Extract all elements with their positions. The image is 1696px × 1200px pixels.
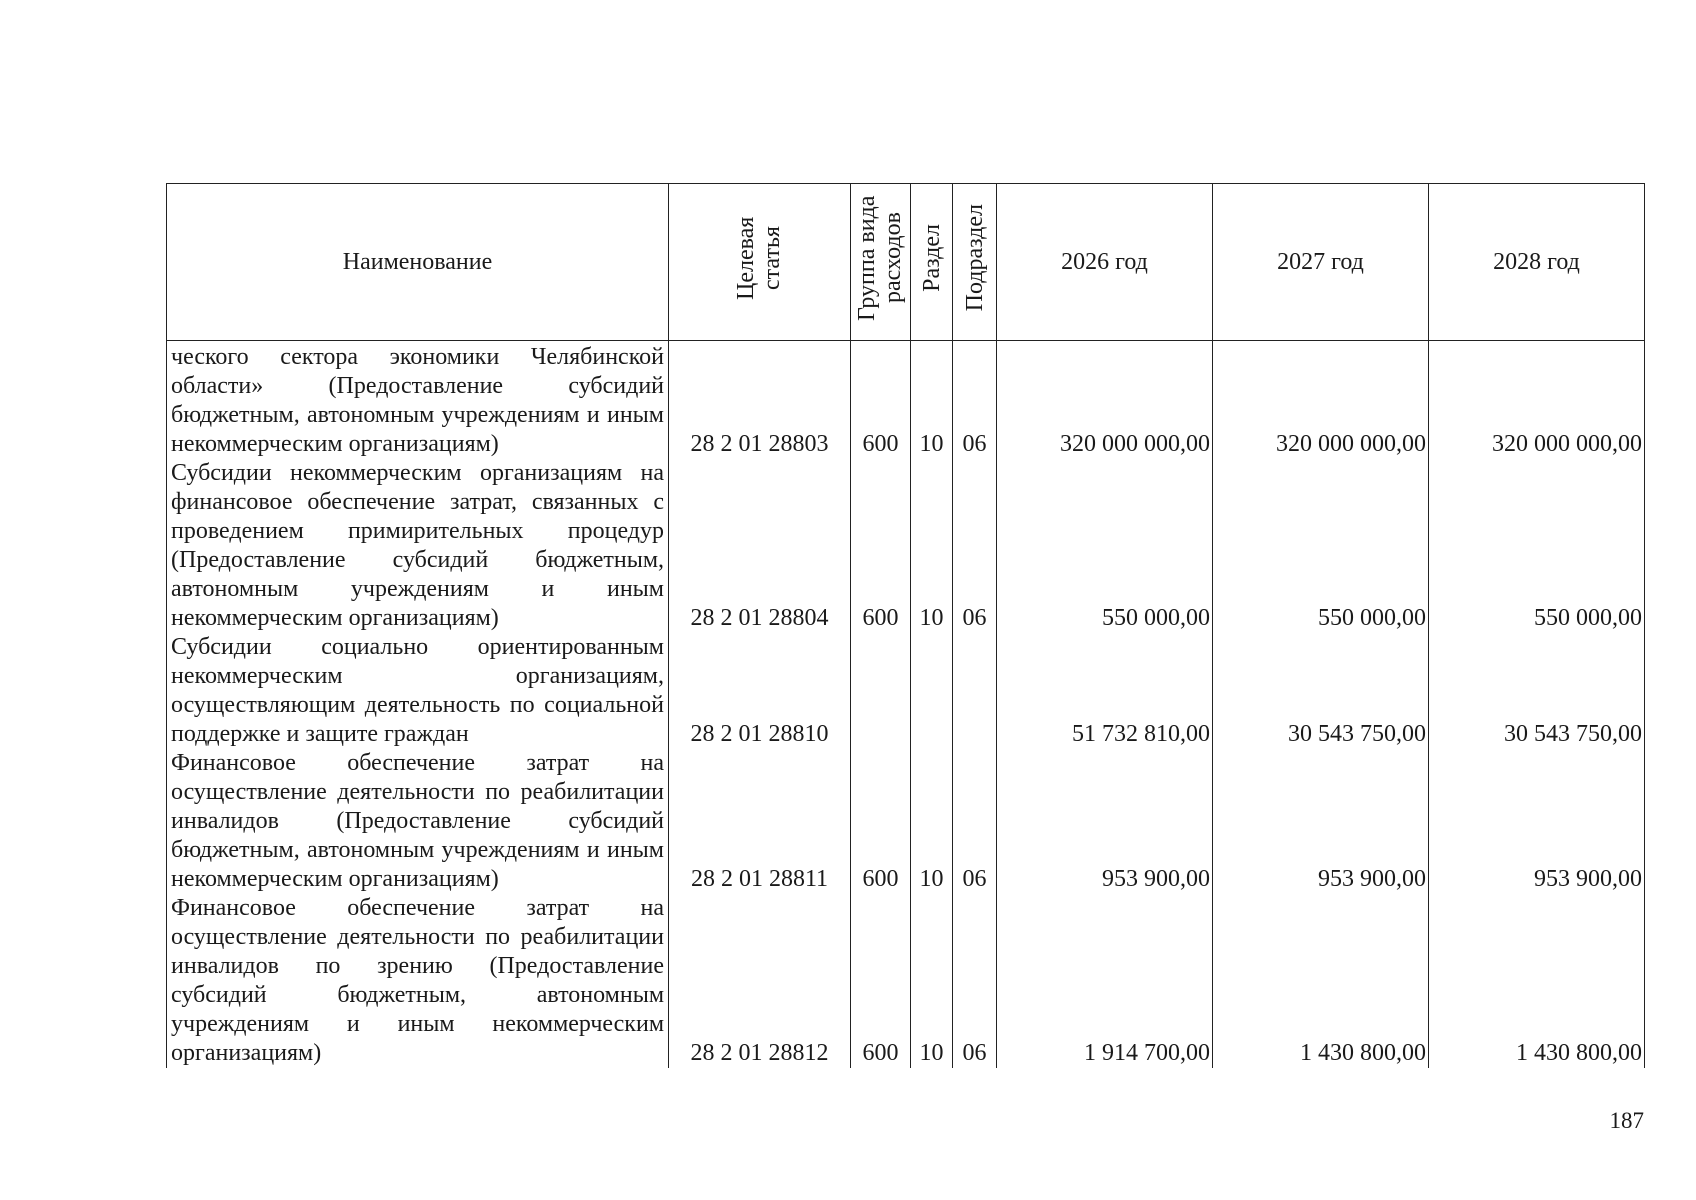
row-expense-group (851, 633, 911, 749)
row-expense-group: 600 (851, 341, 911, 460)
row-name: Финансовое обеспечение затрат на осуществление деятельности по реабилитации инвалидов (Предоставление субсидий бюджетным, автономным учреждениям и иным некоммерческим организациям) (167, 749, 669, 894)
header-expense-group: Группа вида расходов (851, 184, 911, 341)
row-target-article: 28 2 01 28804 (669, 459, 851, 633)
row-amount-2028: 550 000,00 (1429, 459, 1645, 633)
row-expense-group: 600 (851, 894, 911, 1068)
table-row (167, 749, 1645, 894)
row-amount-2027: 550 000,00 (1213, 459, 1429, 633)
row-section: 10 (911, 341, 953, 460)
row-amount-2027: 953 900,00 (1213, 749, 1429, 894)
row-name: Субсидии некоммерческим организациям на финансовое обеспечение затрат, связанных с проведением примирительных процедур (Предоставление субсидий бюджетным, автономным учреждениям и иным некоммерческим организациям) (167, 459, 669, 633)
header-target-article: Целевая статья (669, 184, 851, 341)
budget-table (166, 183, 1645, 1068)
row-amount-2028: 30 543 750,00 (1429, 633, 1645, 749)
row-section: 10 (911, 894, 953, 1068)
row-target-article: 28 2 01 28811 (669, 749, 851, 894)
row-target-article: 28 2 01 28812 (669, 894, 851, 1068)
header-year-2026: 2026 год (997, 184, 1213, 341)
header-section: Раздел (911, 184, 953, 341)
row-amount-2026: 953 900,00 (997, 749, 1213, 894)
row-amount-2026: 1 914 700,00 (997, 894, 1213, 1068)
table-row (167, 341, 1645, 460)
row-name: Финансовое обеспечение затрат на осуществление деятельности по реабилитации инвалидов по зрению (Предоставление субсидий бюджетным, автономным учреждениям и иным некоммерческим организациям) (167, 894, 669, 1068)
table-body (167, 341, 1645, 1069)
row-target-article: 28 2 01 28810 (669, 633, 851, 749)
row-subsection: 06 (953, 341, 997, 460)
header-year-2028: 2028 год (1429, 184, 1645, 341)
row-section (911, 633, 953, 749)
table-row (167, 459, 1645, 633)
row-subsection: 06 (953, 749, 997, 894)
row-amount-2026: 550 000,00 (997, 459, 1213, 633)
row-section: 10 (911, 749, 953, 894)
header-year-2027: 2027 год (1213, 184, 1429, 341)
row-amount-2027: 30 543 750,00 (1213, 633, 1429, 749)
header-name: Наименование (167, 184, 669, 341)
row-expense-group: 600 (851, 749, 911, 894)
row-subsection: 06 (953, 459, 997, 633)
row-amount-2028: 1 430 800,00 (1429, 894, 1645, 1068)
row-amount-2027: 1 430 800,00 (1213, 894, 1429, 1068)
row-amount-2028: 320 000 000,00 (1429, 341, 1645, 460)
row-amount-2026: 51 732 810,00 (997, 633, 1213, 749)
row-amount-2028: 953 900,00 (1429, 749, 1645, 894)
table-row (167, 894, 1645, 1068)
row-amount-2027: 320 000 000,00 (1213, 341, 1429, 460)
table-header (167, 184, 1645, 341)
row-subsection: 06 (953, 894, 997, 1068)
table-row (167, 633, 1645, 749)
row-subsection (953, 633, 997, 749)
row-expense-group: 600 (851, 459, 911, 633)
row-section: 10 (911, 459, 953, 633)
row-amount-2026: 320 000 000,00 (997, 341, 1213, 460)
header-subsection: Подраздел (953, 184, 997, 341)
row-name: ческого сектора экономики Челябинской области» (Предоставление субсидий бюджетным, автономным учреждениям и иным некоммерческим организациям) (167, 341, 669, 460)
page-number: 187 (1609, 1108, 1644, 1133)
row-name: Субсидии социально ориентированным некоммерческим организациям, осуществляющим деятельность по социальной поддержке и защите граждан (167, 633, 669, 749)
row-target-article: 28 2 01 28803 (669, 341, 851, 460)
